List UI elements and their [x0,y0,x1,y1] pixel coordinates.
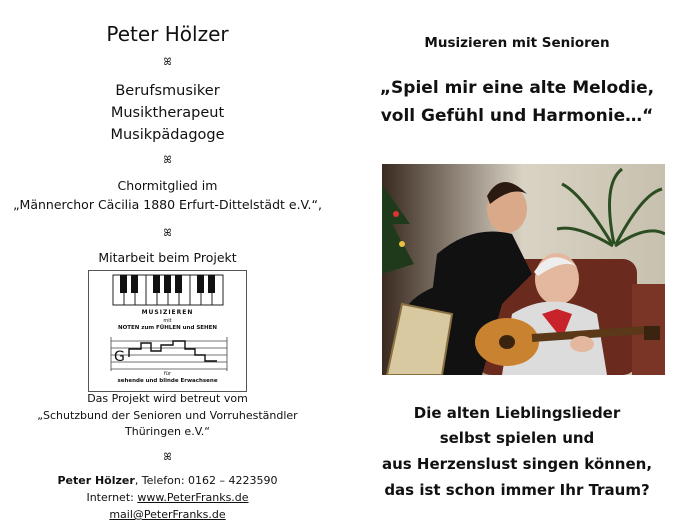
logo-fuer: für [164,371,171,377]
profession-2: Musiktherapeut [110,105,225,121]
choir-line-2: „Männerchor Cäcilia 1880 Erfurt-Dittelstädt e.V.“, [13,197,322,212]
choir-line-1: Chormitglied im [117,178,218,193]
website-link[interactable]: www.PeterFranks.de [137,491,249,504]
quote-line-2: voll Gefühl und Harmonie…“ [380,106,654,126]
contact-line [0,474,335,487]
author-name: Peter Hölzer [106,22,229,46]
contact-name: Peter Hölzer [57,474,135,487]
profession-1: Berufsmusiker [115,83,220,99]
email-line [0,508,335,521]
logo-mit: mit [163,318,172,324]
senior-music-photo [382,164,665,375]
logo-audience: sehende und blinde Erwachsene [117,378,218,384]
support-line-3: Thüringen e.V.“ [125,425,210,438]
profession-3: Musikpädagoge [110,127,225,143]
project-line: Mitarbeit beim Projekt [98,250,237,265]
logo-noten: NOTEN zum FÜHLEN und SEHEN [117,325,218,331]
logo-title: MUSIZIEREN [141,309,194,316]
text-line-3: aus Herzenslust singen können, [381,455,653,473]
project-logo [88,270,247,392]
text-line-4: das ist schon immer Ihr Traum? [384,481,650,499]
ornament-icon: ꕤ [163,452,172,463]
photo-illustration [382,164,665,375]
contact-phone: , Telefon: 0162 – 4223590 [134,474,278,487]
support-line-2: „Schutzbund der Senioren und Vorruheständler [37,409,298,422]
ornament-icon: ꕤ [163,57,172,68]
ornament-icon: ꕤ [163,155,172,166]
internet-line [0,491,335,504]
quote-line-1: „Spiel mir eine alte Melodie, [379,78,655,98]
email-link[interactable]: mail@PeterFranks.de [109,508,226,521]
internet-label: Internet: [86,491,138,504]
ornament-icon: ꕤ [163,228,172,239]
right-heading: Musizieren mit Senioren [424,35,610,51]
text-line-2: selbst spielen und [439,429,595,447]
text-line-1: Die alten Lieblingslieder [413,404,621,422]
g-clef-icon: G [114,349,125,365]
support-line-1: Das Projekt wird betreut vom [87,392,248,405]
